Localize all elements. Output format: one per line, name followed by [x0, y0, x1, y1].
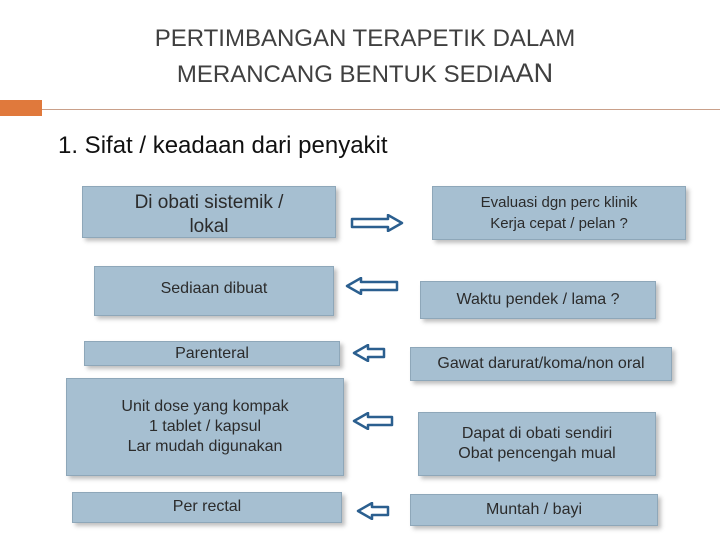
right-box-line: Kerja cepat / pelan ? — [490, 215, 628, 232]
right-box-vomiting-infant — [410, 494, 658, 526]
left-box-line: lokal — [189, 216, 229, 237]
left-box-line: Unit dose yang kompak — [121, 398, 289, 415]
left-box-systemic — [82, 186, 336, 238]
left-arrow-icon — [356, 502, 390, 520]
right-box-line: Muntah / bayi — [485, 501, 583, 518]
left-box-unit-dose — [66, 378, 344, 476]
left-arrow-icon — [352, 412, 394, 430]
title-line-2 — [60, 56, 670, 92]
left-box-line: Per rectal — [172, 498, 242, 515]
right-box-line: Waktu pendek / lama ? — [456, 291, 620, 308]
right-box-clinical-evaluation — [432, 186, 686, 240]
right-box-line: Obat pencengah mual — [458, 445, 616, 462]
title-line-2-main: MERANCANG BENTUK SEDIA — [176, 61, 516, 88]
divider-line — [48, 109, 720, 110]
right-box-duration — [420, 281, 656, 319]
left-box-line: Lar mudah digunakan — [127, 438, 283, 455]
left-box-preparation — [94, 266, 334, 316]
right-box-line: Evaluasi dgn perc klinik — [480, 194, 638, 211]
left-arrow-icon — [352, 344, 386, 362]
left-box-per-rectal — [72, 492, 342, 523]
section-heading: 1. Sifat / keadaan dari penyakit — [58, 132, 388, 159]
right-box-line: Gawat darurat/koma/non oral — [437, 355, 645, 372]
right-arrow-icon — [350, 214, 404, 232]
right-box-emergency — [410, 347, 672, 381]
left-arrow-icon — [345, 277, 399, 295]
title-line-1: PERTIMBANGAN TERAPETIK DALAM — [154, 25, 576, 52]
left-box-line: Parenteral — [175, 345, 249, 362]
left-box-line: 1 tablet / kapsul — [148, 418, 262, 435]
left-box-line: Sediaan dibuat — [160, 280, 268, 297]
slide-title — [60, 22, 670, 92]
title-line-2-end: AN — [515, 58, 554, 88]
accent-bar — [0, 100, 42, 116]
left-box-parenteral — [84, 341, 340, 366]
right-box-self-treatment — [418, 412, 656, 476]
right-box-line: Dapat di obati sendiri — [461, 425, 613, 442]
left-box-line: Di obati sistemik / — [134, 192, 284, 213]
